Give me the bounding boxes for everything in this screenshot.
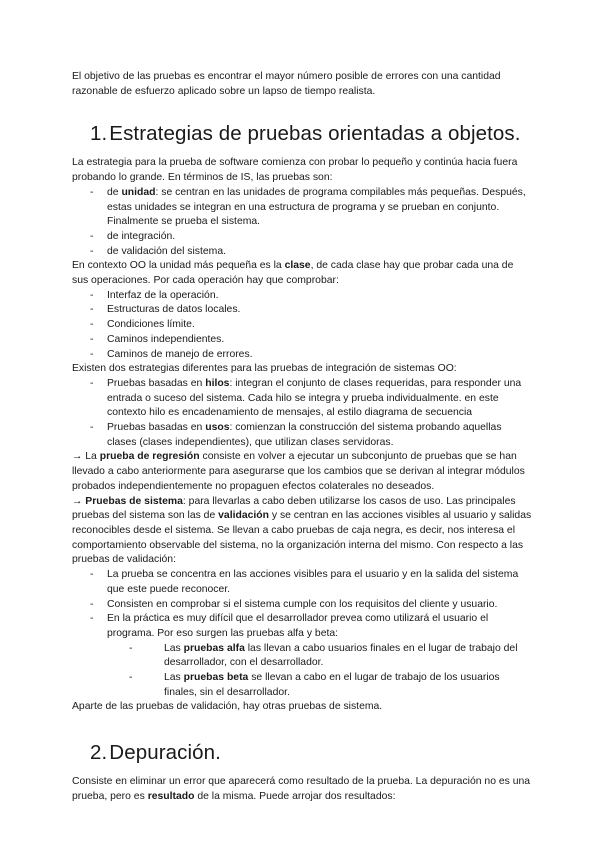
alfa-beta-list (72, 642, 532, 701)
list-item: - Pruebas basadas en hilos: integran el conjunto de clases requeridas, para responder una entrada o suceso del sistema. Cada hilo se integra y prueba individualmente. en este contexto hilo es encadenamiento de mensajes, al estilo diagrama de secuencia (72, 377, 532, 421)
list-item: - La prueba se concentra en las acciones visibles para el usuario y en la salida del sistema que este puede reconocer. (72, 568, 532, 597)
list-item: - Consisten en comprobar si el sistema cumple con los requisitos del cliente y usuario. (72, 598, 532, 613)
list-item: - de validación del sistema. (72, 245, 532, 260)
section-1-title: Estrategias de pruebas orientadas a objetos. (109, 122, 521, 146)
section-2-heading (90, 740, 532, 766)
list-item: - Caminos independientes. (72, 333, 532, 348)
list-item: - Condiciones límite. (72, 318, 532, 333)
section-1-number: 1. (90, 122, 108, 146)
document-page (72, 70, 532, 805)
validation-list (72, 568, 532, 700)
list-item: - de integración. (72, 230, 532, 245)
test-levels-list (72, 186, 532, 260)
section-1-heading (90, 121, 532, 147)
operation-checks-list (72, 289, 532, 363)
debugging-paragraph: Consiste en eliminar un error que aparecerá como resultado de la prueba. La depuración no es una prueba, pero es resultado de la misma. Puede arrojar dos resultados: (72, 776, 531, 802)
oo-context-paragraph: En contexto OO la unidad más pequeña es la clase, de cada clase hay que probar cada una de sus operaciones. Por cada operación hay que comprobar: (72, 260, 514, 287)
integration-strategies-list (72, 377, 532, 451)
list-item: - Las pruebas alfa las llevan a cabo usuarios finales en el lugar de trabajo del desarrollador, con el desarrollador. (72, 642, 532, 671)
list-item: - Pruebas basadas en usos: comienzan la construcción del sistema probando aquellas clases (clases independientes), que utilizan clases servidoras. (72, 421, 532, 450)
list-item: - Caminos de manejo de errores. (72, 348, 532, 363)
list-item: - Las pruebas beta se llevan a cabo en el lugar de trabajo de los usuarios finales, sin el desarrollador. (72, 671, 532, 700)
strategy-paragraph: La estrategia para la prueba de software comienza con probar lo pequeño y continúa hacia fuera probando lo grande. En términos de IS, las pruebas son: (72, 157, 518, 184)
list-item: - Interfaz de la operación. (72, 289, 532, 304)
intro-paragraph: El objetivo de las pruebas es encontrar el mayor número posible de errores con una cantidad razonable de esfuerzo aplicado sobre un lapso de tiempo realista. (72, 71, 501, 97)
section-2-number: 2. (90, 741, 108, 765)
section-2-title: Depuración. (109, 741, 221, 765)
system-tests-paragraph: → Pruebas de sistema: para llevarlas a cabo deben utilizarse los casos de uso. Las principales pruebas del sistema son las de validación y se centran en las acciones visibles al usuario y salidas reconocibles desde el sistema. Se llevan a cabo pruebas de caja negra, es decir, nos interesa el comportamiento observable del sistema, no la organización interna del mismo. Con respecto a las pruebas de validación: (72, 495, 532, 566)
regression-paragraph: → La prueba de regresión consiste en volver a ejecutar un subconjunto de pruebas que se han llevado a cabo anteriormente para asegurarse que los cambios que se derivan al integrar módulos probados independientemente no propaguen efectos colaterales no deseados. (72, 451, 525, 492)
list-item: - de unidad: se centran en las unidades de programa compilables más pequeñas. Después, estas unidades se integran en una estructura de programa y se prueban en conjunto. Finalmente se prueba el sistema. (72, 186, 532, 230)
list-item: - Estructuras de datos locales. (72, 303, 532, 318)
integration-paragraph: Existen dos estrategias diferentes para las pruebas de integración de sistemas OO: (72, 363, 457, 375)
list-item: - En la práctica es muy difícil que el desarrollador prevea como utilizará el usuario el programa. Por eso surgen las pruebas alfa y beta: - Las pruebas alfa las llevan a cabo usuarios finales en el lugar de trabajo del desarrollador, con el desarrollador. - Las pruebas beta se llevan a cabo en el lugar de trabajo de los usuarios finales, sin el desarrollador. (72, 612, 532, 700)
other-tests-paragraph: Aparte de las pruebas de validación, hay otras pruebas de sistema. (72, 701, 383, 713)
